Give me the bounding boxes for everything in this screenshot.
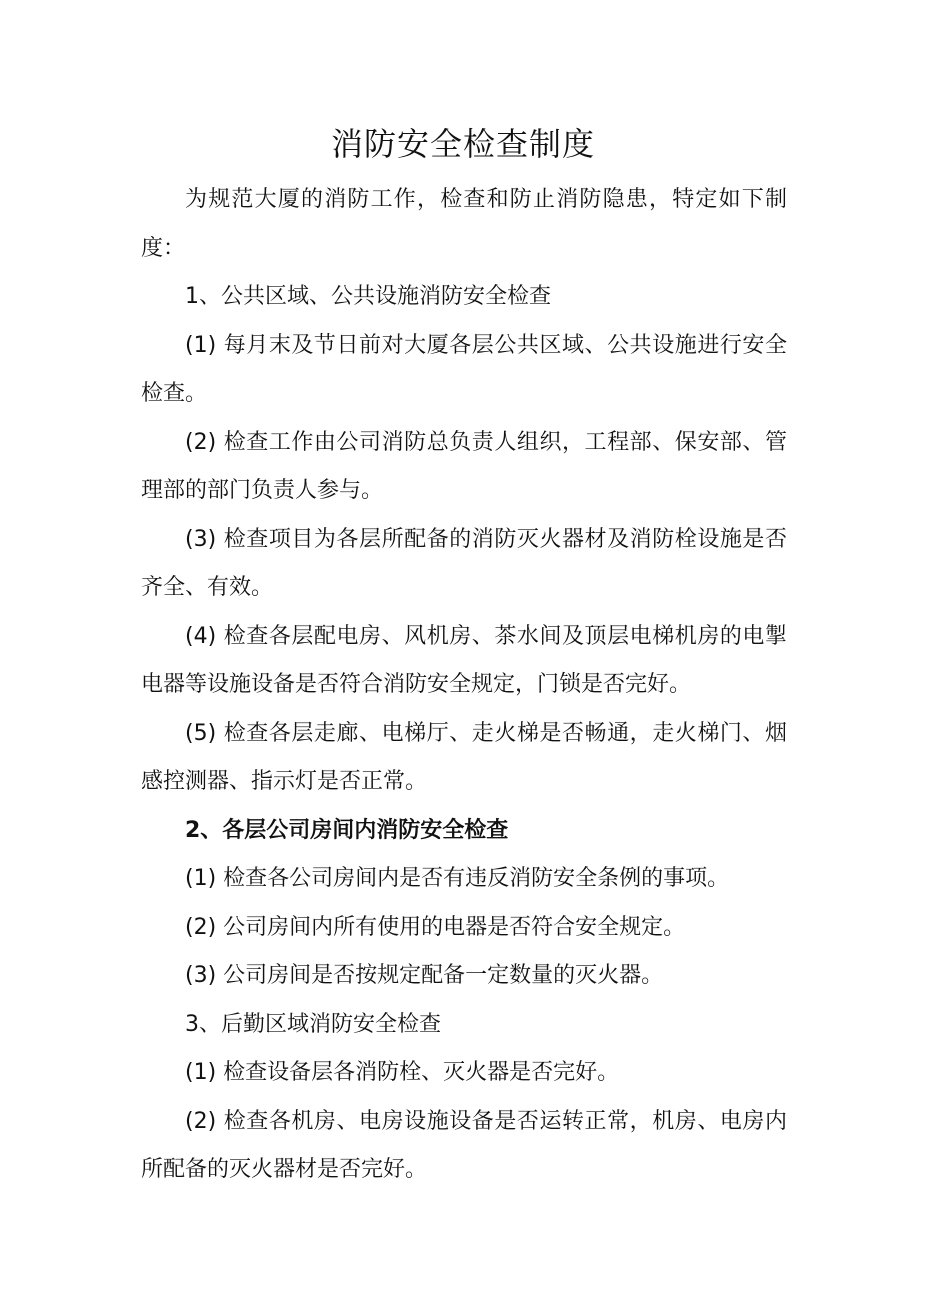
section-1-heading: 1、公共区域、公共设施消防安全检查 [185, 284, 551, 309]
document-title: 消防安全检查制度 [330, 125, 595, 163]
section-2-heading: 2、各层公司房间内消防安全检查 [185, 817, 509, 843]
section-1-item-1: (1) 每月末及节日前对大厦各层公共区域、公共设施进行安全检查。 [141, 332, 787, 406]
section-3-heading: 3、后勤区域消防安全检查 [185, 1011, 441, 1037]
section-2-item-3: (3) 公司房间是否按规定配备一定数量的灭火器。 [185, 963, 664, 988]
document-body [141, 176, 787, 1195]
section-1-item-2: (2) 检查工作由公司消防总负责人组织，工程部、保安部、管理部的部门负责人参与。 [141, 429, 787, 503]
intro-paragraph: 为规范大厦的消防工作，检查和防止消防隐患，特定如下制度： [141, 187, 787, 261]
section-3-item-1: (1) 检查设备层各消防栓、灭火器是否完好。 [185, 1060, 620, 1085]
section-1-item-3: (3) 检查项目为各层所配备的消防灭火器材及消防栓设施是否齐全、有效。 [141, 526, 787, 600]
section-1-item-5: (5) 检查各层走廊、电梯厅、走火梯是否畅通，走火梯门、烟感控测器、指示灯是否正常。 [141, 720, 787, 794]
section-3-item-2: (2) 检查各机房、电房设施设备是否运转正常，机房、电房内所配备的灭火器材是否完好。 [141, 1108, 787, 1182]
section-2-item-1: (1) 检查各公司房间内是否有违反消防安全条例的事项。 [185, 866, 730, 891]
section-2-item-2: (2) 公司房间内所有使用的电器是否符合安全规定。 [185, 914, 686, 940]
section-1-item-4: (4) 检查各层配电房、风机房、茶水间及顶层电梯机房的电掣电器等设施设备是否符合消防安全规定，门锁是否完好。 [141, 623, 787, 697]
